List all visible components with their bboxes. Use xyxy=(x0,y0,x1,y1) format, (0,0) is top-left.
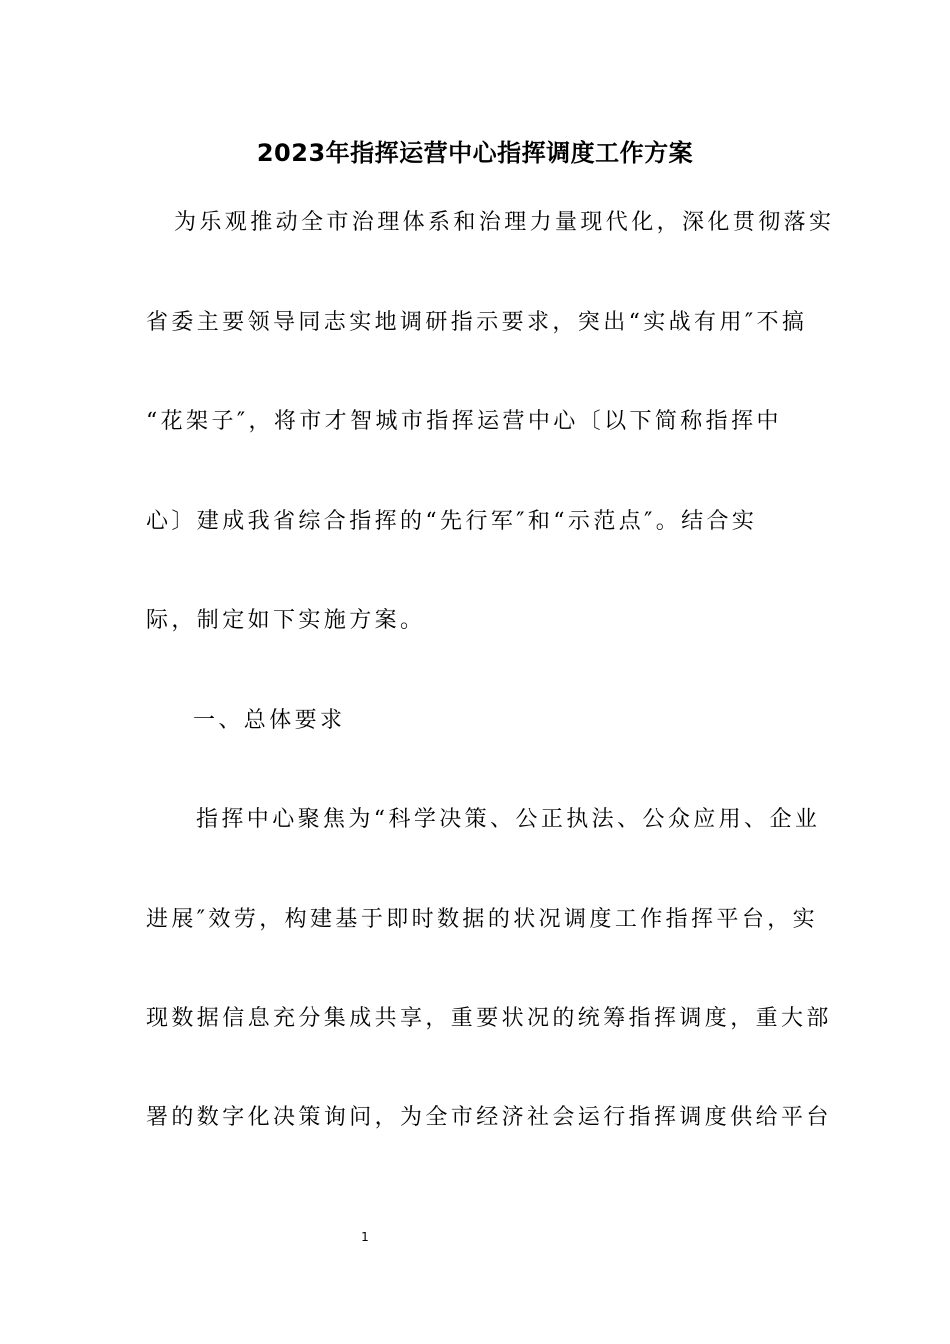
paragraph-line: 心〕建成我省综合指挥的“先行军″和“示范点″。结合实 xyxy=(146,509,758,534)
section-heading: 一、总体要求 xyxy=(193,708,346,733)
paragraph-line: 署的数字化决策询问，为全市经济社会运行指挥调度供给平台 xyxy=(146,1105,832,1130)
paragraph-line: 际，制定如下实施方案。 xyxy=(146,608,426,633)
paragraph-line: 指挥中心聚焦为“科学决策、公正执法、公众应用、企业 xyxy=(196,807,821,832)
document-title: 2023年指挥运营中心指挥调度工作方案 xyxy=(256,139,694,167)
paragraph-line: 省委主要领导同志实地调研指示要求，突出“实战有用″不搞 xyxy=(146,310,808,335)
paragraph-line: “花架子″，将市才智城市指挥运营中心〔以下简称指挥中 xyxy=(146,409,782,434)
paragraph-line: 为乐观推动全市治理体系和治理力量现代化，深化贯彻落实 xyxy=(174,210,835,235)
page-number: 1 xyxy=(361,1230,369,1244)
paragraph-line: 现数据信息充分集成共享，重要状况的统筹指挥调度，重大部 xyxy=(146,1006,832,1031)
paragraph-line: 进展″效劳，构建基于即时数据的状况调度工作指挥平台，实 xyxy=(146,907,819,932)
